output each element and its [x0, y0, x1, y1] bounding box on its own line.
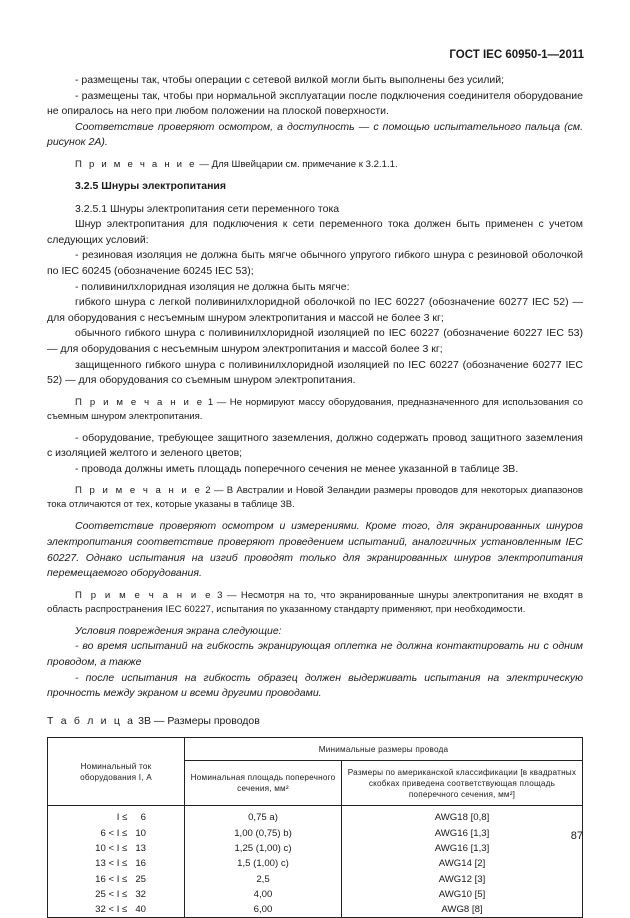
- subsection-heading: 3.2.5.1 Шнуры электропитания сети переменного тока: [75, 202, 340, 215]
- section-heading: 3.2.5 Шнуры электропитания: [75, 179, 226, 192]
- cell-current-range: 25 < I ≤ 32: [48, 887, 185, 902]
- paragraph: - провода должны иметь площадь поперечного сечения не менее указанной в таблице 3В.: [75, 462, 519, 475]
- paragraph: обычного гибкого шнура с поливинилхлоридной изоляцией по IEC 60227 (обозначение 60227 IEC 53) — для оборудования с несъемным шнуром электропитания и массой более 3 кг;: [47, 327, 583, 355]
- note: П р и м е ч а н и е 1 — Не нормируют массу оборудования, предназначенного для использования со съемным шнуром электропитания.: [47, 396, 583, 422]
- col-rated-current-header: Номинальный ток оборудования I, А: [48, 738, 185, 806]
- table-row: [48, 826, 583, 841]
- paragraph: гибкого шнура с легкой поливинилхлоридной оболочкой по IEC 60227 (обозначение 60277 IEC 52) — для оборудования с несъемным шнуром электропитания и массой не более 3 кг;: [47, 296, 583, 324]
- cell-cross-section: 4,00: [185, 887, 342, 902]
- paragraph: - резиновая изоляция не должна быть мягче обычного упругого гибкого шнура с резиновой оболочкой по IEC 60245 (обозначение 60245 IEC 53);: [47, 249, 583, 277]
- table-row: [48, 902, 583, 918]
- cell-cross-section: 2,5: [185, 872, 342, 887]
- cell-current-range: I ≤ 6: [48, 806, 185, 826]
- page-number: 87: [570, 830, 583, 842]
- table-row: [48, 841, 583, 856]
- document-header: ГОСТ IEC 60950-1—2011: [449, 49, 584, 61]
- min-wire-size-header: Минимальные размеры провода: [185, 738, 583, 761]
- paragraph: защищенного гибкого шнура с поливинилхлоридной изоляцией по IEC 60227 (обозначение 60277 IEC 52) — для оборудования со съемным шнуром электропитания.: [47, 358, 583, 387]
- paragraph: - размещены так, чтобы операции с сетевой вилкой могли быть выполнены без усилий;: [75, 74, 505, 86]
- cell-cross-section: 1,25 (1,00) c): [185, 841, 342, 856]
- wire-size-table: [47, 737, 583, 918]
- note-word: П р и м е ч а н и е: [75, 485, 202, 497]
- paragraph: Условия повреждения экрана следующие:: [75, 624, 282, 637]
- cell-awg-size: AWG10 [5]: [342, 887, 583, 902]
- cell-awg-size: AWG16 [1,3]: [342, 841, 583, 856]
- cell-cross-section: 1,00 (0,75) b): [185, 826, 342, 841]
- cell-awg-size: AWG12 [3]: [342, 872, 583, 887]
- cell-awg-size: AWG14 [2]: [342, 856, 583, 871]
- cell-current-range: 32 < I ≤ 40: [48, 902, 185, 918]
- cell-cross-section: 1,5 (1,00) c): [185, 856, 342, 871]
- paragraph: Шнур электропитания для подключения к сети переменного тока должен быть применен с учетом следующих условий:: [47, 218, 583, 246]
- cell-awg-size: AWG16 [1,3]: [342, 826, 583, 841]
- note: П р и м е ч а н и е 2 — В Австралии и Новой Зеландии размеры проводов для некоторых диапазонов тока отличаются от тех, которые указаны в таблице 3В.: [47, 485, 583, 511]
- table-row: [48, 806, 583, 826]
- note-word: П р и м е ч а н и е: [75, 589, 213, 601]
- table-row: [48, 872, 583, 887]
- cell-awg-size: AWG8 [8]: [342, 902, 583, 918]
- paragraph: - во время испытаний на гибкость экранирующая оплетка не должна контактировать ни с одним проводом, а также: [47, 640, 583, 669]
- table-caption: Т а б л и ц а 3В — Размеры проводов: [47, 714, 260, 727]
- table-row: [48, 856, 583, 871]
- paragraph: - поливинилхлоридная изоляция не должна быть мягче:: [75, 280, 350, 293]
- paragraph: Соответствие проверяют осмотром и измерениями. Кроме того, для экранированных шнуров электропитания соответствие проверяют проведением испытаний, аналогичных установленным IEC 60227. Однако испытания на изгиб проводят только для экранированных шнуров электропитания перемещаемого оборудования.: [47, 520, 583, 580]
- cell-awg-size: AWG18 [0,8]: [342, 806, 583, 826]
- col-awg-header: Размеры по американской классификации [в квадратных скобках приведена соответствующая площадь поперечного сечения, мм²]: [342, 761, 583, 806]
- cell-cross-section: 6,00: [185, 902, 342, 918]
- cell-current-range: 6 < I ≤ 10: [48, 826, 185, 841]
- paragraph: - после испытания на гибкость образец должен выдерживать испытания на электрическую прочность между экраном и всеми другими проводами.: [47, 671, 583, 700]
- page-content: [47, 73, 583, 918]
- col-area-header: Номинальная площадь поперечного сечения, мм²: [185, 761, 342, 806]
- note-word: П р и м е ч а н и е: [75, 158, 197, 170]
- note: П р и м е ч а н и е 3 — Несмотря на то, что экранированные шнуры электропитания не входят в область распространения IEC 60227, испытания по указанному стандарту применяют, при необходимости.: [47, 589, 583, 615]
- note: П р и м е ч а н и е — Для Швейцарии см. примечание к 3.2.1.1.: [75, 158, 398, 170]
- paragraph: - размещены так, чтобы при нормальной эксплуатации после подключения соединителя оборудование не опиралось на него при любом положении на плоской поверхности.: [47, 89, 583, 118]
- cell-current-range: 13 < I ≤ 16: [48, 856, 185, 871]
- cell-cross-section: 0,75 a): [185, 806, 342, 826]
- table-row: [48, 887, 583, 902]
- note-word: П р и м е ч а н и е: [75, 396, 205, 408]
- paragraph: - оборудование, требующее защитного заземления, должно содержать провод защитного заземления с изоляцией желтого и зеленого цветов;: [47, 431, 583, 460]
- cell-current-range: 10 < I ≤ 13: [48, 841, 185, 856]
- cell-current-range: 16 < I ≤ 25: [48, 872, 185, 887]
- paragraph: Соответствие проверяют осмотром, а доступность — с помощью испытательного пальца (см. рисунок 2А).: [47, 120, 583, 149]
